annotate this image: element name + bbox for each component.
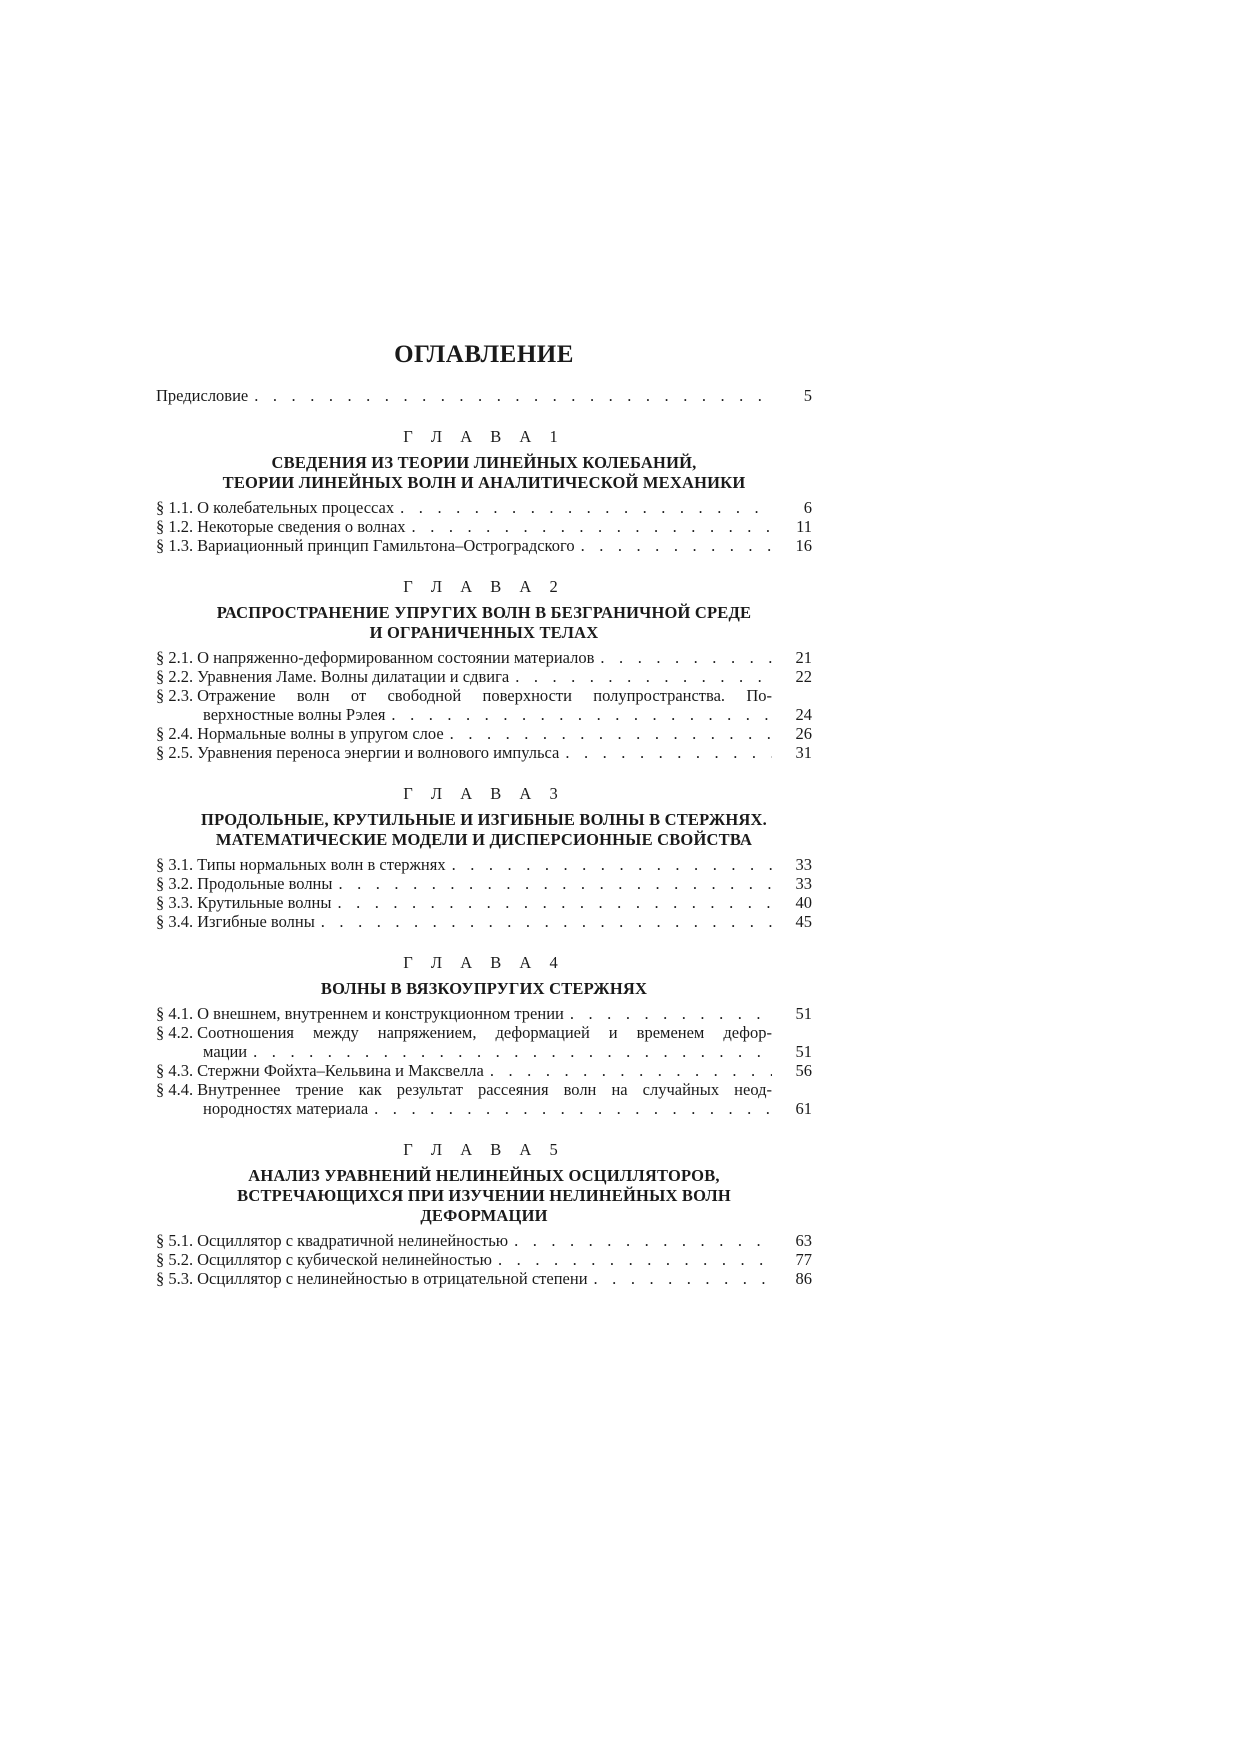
leader-dots: [321, 912, 772, 931]
chapter-label: Г Л А В А 5: [403, 1140, 565, 1159]
toc-entry[interactable]: [156, 1231, 812, 1250]
chapter-title-line: ПРОДОЛЬНЫЕ, КРУТИЛЬНЫЕ И ИЗГИБНЫЕ ВОЛНЫ В СТЕРЖНЯХ.: [201, 810, 767, 829]
section-number: § 3.1.: [156, 855, 194, 874]
leader-dots: [391, 705, 772, 724]
section-number: § 4.1.: [156, 1004, 194, 1023]
section-title: Уравнения Ламе. Волны дилатации и сдвига: [197, 667, 510, 686]
toc-entry[interactable]: [156, 648, 812, 667]
leader-dots: [400, 498, 772, 517]
section-number: § 4.2.: [156, 1023, 194, 1042]
section-title: О внешнем, внутреннем и конструкционном трении: [197, 1004, 564, 1023]
section-title: Осциллятор с кубической нелинейностью: [197, 1250, 493, 1269]
toc-page-number: 51: [795, 1004, 812, 1023]
toc-entry[interactable]: [156, 912, 812, 931]
section-number: § 3.3.: [156, 893, 194, 912]
toc-entry[interactable]: [156, 1061, 812, 1080]
section-number: § 1.2.: [156, 517, 194, 536]
section-number: § 1.1.: [156, 498, 194, 517]
toc-page-number: 40: [795, 893, 812, 912]
chapter-title-line: ВОЛНЫ В ВЯЗКОУПРУГИХ СТЕРЖНЯХ: [320, 979, 648, 998]
leader-dots: [452, 855, 772, 874]
chapter-title-line: МАТЕМАТИЧЕСКИЕ МОДЕЛИ И ДИСПЕРСИОННЫЕ СВОЙСТВА: [215, 830, 753, 849]
section-title: О колебательных процессах: [197, 498, 395, 517]
leader-dots: [594, 1269, 772, 1288]
leader-dots: [254, 386, 772, 405]
chapter-label: Г Л А В А 3: [403, 784, 565, 803]
section-title: Изгибные волны: [197, 912, 315, 931]
chapter-title: [156, 810, 812, 850]
leader-dots: [253, 1042, 772, 1061]
toc-page-number: 6: [803, 498, 812, 517]
toc-page-number: 86: [795, 1269, 812, 1288]
section-title: О напряженно-деформированном состоянии материалов: [197, 648, 595, 667]
section-number: § 2.2.: [156, 667, 194, 686]
section-number: § 2.3.: [156, 686, 194, 705]
leader-dots: [600, 648, 772, 667]
toc-entry[interactable]: [156, 743, 812, 762]
toc-entry[interactable]: [156, 1250, 812, 1269]
leader-dots: [374, 1099, 772, 1118]
toc-page-number: 26: [795, 724, 812, 743]
section-number: § 4.4.: [156, 1080, 194, 1099]
chapter-label: Г Л А В А 2: [403, 577, 565, 596]
section-number: § 4.3.: [156, 1061, 194, 1080]
toc-entry[interactable]: [156, 686, 812, 724]
leader-dots: [565, 743, 772, 762]
section-title: Продольные волны: [197, 874, 333, 893]
chapter-title-line: И ОГРАНИЧЕННЫХ ТЕЛАХ: [369, 623, 599, 642]
leader-dots: [498, 1250, 772, 1269]
page-title: ОГЛАВЛЕНИЕ: [394, 341, 574, 368]
toc-entry[interactable]: [156, 1269, 812, 1288]
toc-page-number: 11: [796, 517, 812, 536]
toc-page-number: 77: [795, 1250, 812, 1269]
section-title: Нормальные волны в упругом слое: [197, 724, 444, 743]
chapter-title: [156, 979, 812, 999]
table-of-contents: [156, 340, 812, 1288]
section-number: § 3.4.: [156, 912, 194, 931]
chapter-list: [156, 427, 812, 1288]
section-number: § 2.1.: [156, 648, 194, 667]
toc-entry[interactable]: [156, 536, 812, 555]
toc-page-number: 51: [795, 1042, 812, 1061]
section-title: Вариационный принцип Гамильтона–Остроградского: [197, 536, 575, 555]
toc-page-number: 5: [803, 386, 812, 405]
chapter-title-line: ВСТРЕЧАЮЩИХСЯ ПРИ ИЗУЧЕНИИ НЕЛИНЕЙНЫХ ВОЛН: [237, 1186, 731, 1205]
toc-page-number: 22: [795, 667, 812, 686]
toc-entry[interactable]: [156, 517, 812, 536]
toc-page-number: 16: [795, 536, 812, 555]
leader-dots: [490, 1061, 772, 1080]
toc-entry[interactable]: [156, 1023, 812, 1061]
section-title: Уравнения переноса энергии и волнового импульса: [197, 743, 560, 762]
toc-entry[interactable]: [156, 498, 812, 517]
toc-entry[interactable]: [156, 1080, 812, 1118]
toc-entry[interactable]: [156, 893, 812, 912]
toc-entry[interactable]: [156, 1004, 812, 1023]
chapter-title-line: АНАЛИЗ УРАВНЕНИЙ НЕЛИНЕЙНЫХ ОСЦИЛЛЯТОРОВ,: [248, 1166, 720, 1185]
section-title: Внутреннее трение как результат рассеяния волн на случайных неод-: [197, 1080, 772, 1099]
section-number: § 2.5.: [156, 743, 194, 762]
section-title: Осциллятор с нелинейностью в отрицательной степени: [197, 1269, 588, 1288]
chapter-title-line: ДЕФОРМАЦИИ: [420, 1206, 548, 1225]
chapter-title-line: РАСПРОСТРАНЕНИЕ УПРУГИХ ВОЛН В БЕЗГРАНИЧНОЙ СРЕДЕ: [216, 603, 752, 622]
section-number: § 3.2.: [156, 874, 194, 893]
leader-dots: [412, 517, 772, 536]
section-title: Некоторые сведения о волнах: [197, 517, 406, 536]
section-number: § 5.3.: [156, 1269, 194, 1288]
chapter-title: [156, 1166, 812, 1226]
leader-dots: [338, 874, 772, 893]
section-title-continuation: верхностные волны Рэлея: [203, 705, 386, 724]
section-title: Осциллятор с квадратичной нелинейностью: [197, 1231, 509, 1250]
toc-entry[interactable]: [156, 667, 812, 686]
section-number: § 2.4.: [156, 724, 194, 743]
section-title-continuation: мации: [203, 1042, 248, 1061]
toc-page-number: 33: [795, 874, 812, 893]
leader-dots: [337, 893, 772, 912]
section-title: Крутильные волны: [197, 893, 332, 912]
section-title: Отражение волн от свободной поверхности полупространства. По-: [197, 686, 772, 705]
toc-entry-preface[interactable]: [156, 386, 812, 405]
chapter-title-line: ТЕОРИИ ЛИНЕЙНЫХ ВОЛН И АНАЛИТИЧЕСКОЙ МЕХАНИКИ: [222, 473, 746, 492]
toc-page-number: 31: [795, 743, 812, 762]
toc-page-number: 21: [795, 648, 812, 667]
toc-entry[interactable]: [156, 855, 812, 874]
chapter-title: [156, 453, 812, 493]
leader-dots: [581, 536, 772, 555]
toc-page-number: 56: [795, 1061, 812, 1080]
leader-dots: [570, 1004, 772, 1023]
section-number: § 5.2.: [156, 1250, 194, 1269]
section-title: Стержни Фойхта–Кельвина и Максвелла: [197, 1061, 484, 1080]
toc-page-number: 24: [795, 705, 812, 724]
chapter-title-line: СВЕДЕНИЯ ИЗ ТЕОРИИ ЛИНЕЙНЫХ КОЛЕБАНИЙ,: [271, 453, 697, 472]
chapter-label: Г Л А В А 4: [403, 953, 565, 972]
toc-page-number: 63: [795, 1231, 812, 1250]
section-title: Типы нормальных волн в стержнях: [197, 855, 446, 874]
toc-page-number: 33: [795, 855, 812, 874]
section-title-continuation: нородностях материала: [203, 1099, 369, 1118]
toc-page-number: 61: [795, 1099, 812, 1118]
leader-dots: [514, 1231, 772, 1250]
leader-dots: [450, 724, 772, 743]
section-number: § 1.3.: [156, 536, 194, 555]
chapter-title: [156, 603, 812, 643]
section-number: § 5.1.: [156, 1231, 194, 1250]
toc-entry-label: Предисловие: [156, 386, 249, 405]
toc-entry[interactable]: [156, 724, 812, 743]
toc-entry[interactable]: [156, 874, 812, 893]
chapter-label: Г Л А В А 1: [403, 427, 565, 446]
leader-dots: [515, 667, 772, 686]
toc-page-number: 45: [795, 912, 812, 931]
section-title: Соотношения между напряжением, деформацией и временем дефор-: [197, 1023, 772, 1042]
